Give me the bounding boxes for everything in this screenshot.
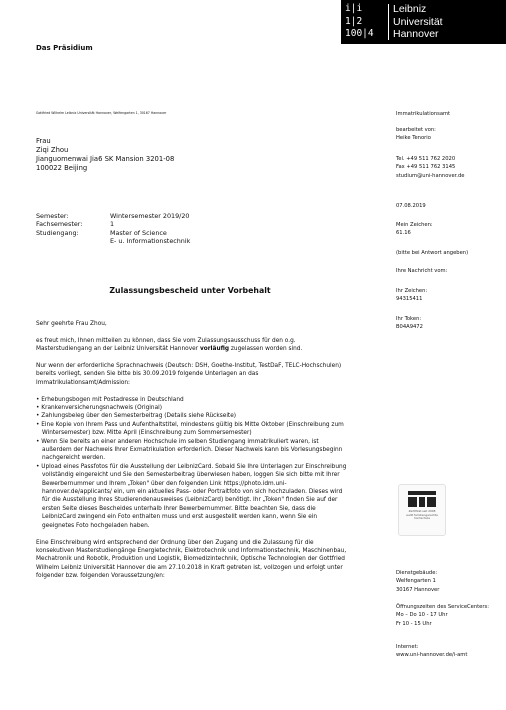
hours-friday: Fr 10 - 15 Uhr bbox=[396, 620, 432, 627]
study-info bbox=[36, 212, 190, 246]
logo-mark-line: i|i bbox=[345, 3, 363, 14]
logo-wordmark bbox=[393, 3, 443, 41]
logo-mark-line: 1|2 bbox=[345, 15, 363, 27]
meta-label: Fachsemester: bbox=[36, 220, 83, 229]
meta-row bbox=[36, 229, 190, 237]
address-street: Welfengarten 1 bbox=[396, 578, 436, 585]
greeting: Sehr geehrte Frau Zhou, bbox=[36, 321, 107, 327]
list-item: • Zahlungsbeleg über den Semesterbeitrag (Details siehe Rückseite) bbox=[36, 413, 237, 420]
logo-mark-line: 100|4 bbox=[345, 28, 374, 39]
your-ref: 94315411 bbox=[396, 296, 423, 303]
internet-label: Internet: bbox=[396, 644, 419, 650]
letter-body bbox=[36, 320, 348, 589]
seal-line: Zertifikat seit 2008 bbox=[408, 509, 436, 513]
logo-mark bbox=[345, 3, 385, 41]
internet-link: www.uni-hannover.de/i-amt bbox=[396, 652, 468, 659]
sidebar-your-ref bbox=[396, 287, 504, 304]
meta-label: Semester: bbox=[36, 212, 69, 220]
phone-number: Tel. +49 511 762 2020 bbox=[396, 156, 456, 162]
sidebar-token bbox=[396, 315, 504, 332]
meta-value: Master of Science bbox=[110, 228, 167, 237]
your-ref-label: Ihr Zeichen: bbox=[396, 288, 428, 294]
seal-caption bbox=[401, 510, 443, 521]
hours-label: Öffnungszeiten des ServiceCenters: bbox=[396, 604, 489, 610]
list-item: • Wenn Sie bereits an einer anderen Hochschule im selben Studiengang immatrikuliert waren, ist außerdem der Nachweis Ihrer Exmatrikulation erforderlich. Dieser Nachweis kann bis Vorlesungsbeginn nachgereicht werden. bbox=[36, 438, 343, 462]
list-item: • Erhebungsbogen mit Postadresse in Deutschland bbox=[36, 396, 184, 403]
sidebar-my-ref bbox=[396, 221, 504, 238]
list-item: • Eine Kopie von Ihrem Pass und Aufenthaltstitel, mindestens gültig bis Mitte Oktober (Einschreibung zum Wintersemester) bzw. Mitte April (Einschreibung zum Sommersemester) bbox=[36, 421, 344, 437]
family-audit-seal bbox=[398, 484, 446, 536]
sidebar-hours bbox=[396, 603, 504, 628]
meta-value: Wintersemester 2019/20 bbox=[110, 212, 190, 220]
logo-name-line: Hannover bbox=[393, 28, 439, 40]
sidebar-contact bbox=[396, 126, 504, 143]
token-value: B04A9472 bbox=[396, 324, 423, 331]
sidebar-internet bbox=[396, 643, 504, 660]
list-item: • Upload eines Passfotos für die Ausstellung der LeibnizCard. Sobald Sie Ihre Unterlagen zur Einschreibung vollständig eingereicht und Sie den Semesterbeitrag überwiesen haben, loggen Sie sich bitte mit Ihrer Bewerbernummer und Ihrem „Token" über den folgenden Link https://photo.idm.uni-hannover.de/applicants/ ein, um ein aktuelles Pass- oder Portraitfoto von sich hochzuladen. Dieses wird für die Ausstellung Ihres Studierendenausweises (LeibnizCard) benötigt. Ihr „Token" finden Sie auf der ersten Seite dieses Bescheides unterhalb Ihrer Bewerbernummer. Bitte beachten Sie, dass die LeibnizCard zwingend ein Foto enthalten muss und erst ausgestellt werden kann, wenn Sie ein geeignetes Foto hochgeladen haben. bbox=[36, 463, 347, 529]
recipient-address bbox=[36, 137, 174, 173]
recipient-name: Ziqi Zhou bbox=[36, 146, 69, 154]
meta-label bbox=[36, 237, 110, 245]
token-label: Ihr Token: bbox=[396, 316, 422, 322]
recipient-street: Jianguomenwai Jia6 SK Mansion 3201-08 bbox=[36, 155, 175, 163]
paragraph-admission bbox=[36, 337, 348, 354]
recipient-salutation: Frau bbox=[36, 137, 51, 145]
meta-row bbox=[36, 212, 190, 220]
handled-by-label: bearbeitet von: bbox=[396, 127, 436, 133]
meta-value: 1 bbox=[110, 220, 115, 229]
my-ref-label: Mein Zeichen: bbox=[396, 222, 433, 228]
recipient-city: 100022 Beijing bbox=[36, 164, 88, 172]
email-address: studium@uni-hannover.de bbox=[396, 172, 465, 179]
address-label: Dienstgebäude: bbox=[396, 570, 438, 576]
list-item: • Krankenversicherungsnachweis (Original) bbox=[36, 405, 163, 412]
logo-name-line: Universität bbox=[393, 15, 443, 28]
your-message-label: Ihre Nachricht vom: bbox=[396, 268, 448, 274]
sender-line: Gottfried Wilhelm Leibniz Universität Hannover, Welfengarten 1, 30167 Hannover bbox=[36, 111, 167, 115]
letter-date: 07.08.2019 bbox=[396, 203, 426, 209]
document-list bbox=[36, 396, 348, 531]
paragraph-documents: Nur wenn der erforderliche Sprachnachweis (Deutsch: DSH, Goethe-Institut, TestDaF, TELC-Hochschulen) bereits vorliegt, senden Sie bitte bis 30.09.2019 folgende Unterlagen an das Immatrikulationsamt/Admission: bbox=[36, 363, 342, 386]
seal-icon bbox=[408, 491, 436, 507]
meta-row bbox=[36, 237, 190, 245]
my-ref: 61.16 bbox=[396, 230, 411, 237]
address-city: 30167 Hannover bbox=[396, 586, 440, 593]
seal-line: hochschule bbox=[414, 516, 430, 520]
logo-divider bbox=[388, 4, 389, 40]
seal-line: audit familiengerechte bbox=[406, 512, 438, 517]
meta-label: Studiengang: bbox=[36, 228, 79, 237]
office-name: Immatrikulationsamt bbox=[396, 111, 451, 117]
handled-by: Heike Tenorio bbox=[396, 135, 431, 142]
hours-weekdays: Mo – Do 10 - 17 Uhr bbox=[396, 612, 448, 619]
sidebar-phone bbox=[396, 155, 504, 180]
ref-note: (bitte bei Antwort angeben) bbox=[396, 250, 469, 256]
paragraph-text: es freut mich, Ihnen mitteilen zu können, dass Sie vom Zulassungsausschuss für den o.g. Masterstudiengang an der Leibniz Universität Hannover bbox=[36, 337, 296, 353]
paragraph-text: zugelassen worden sind. bbox=[229, 346, 303, 353]
praesidium-heading: Das Präsidium bbox=[36, 44, 93, 52]
emphasis-text: vorläufig bbox=[199, 346, 230, 353]
meta-value: E- u. Informationstechnik bbox=[110, 237, 191, 246]
sidebar-address bbox=[396, 569, 504, 594]
university-logo bbox=[341, 0, 506, 44]
sidebar-office bbox=[396, 110, 504, 118]
paragraph-enrollment: Eine Einschreibung wird entsprechend der Ordnung über den Zugang und die Zulassung für die konsekutiven Masterstudiengänge Energietechnik, Elektrotechnik und Informationstechnik, Maschinenbau, Mechatronik und Robotik, Produktion und Logistik, Biomedizintechnik, Optische Technologien der Gottfried Wilhelm Leibniz Universität Hannover die am 27.10.2018 in Kraft getreten ist, vollzogen und erfolgt unter folgender bzw. folgenden Voraussetzung/en: bbox=[36, 539, 347, 580]
logo-name-line: Leibniz bbox=[393, 3, 427, 15]
letter-heading: Zulassungsbescheid unter Vorbehalt bbox=[109, 286, 271, 295]
fax-number: Fax +49 511 762 3145 bbox=[396, 164, 456, 171]
meta-row bbox=[36, 220, 190, 228]
